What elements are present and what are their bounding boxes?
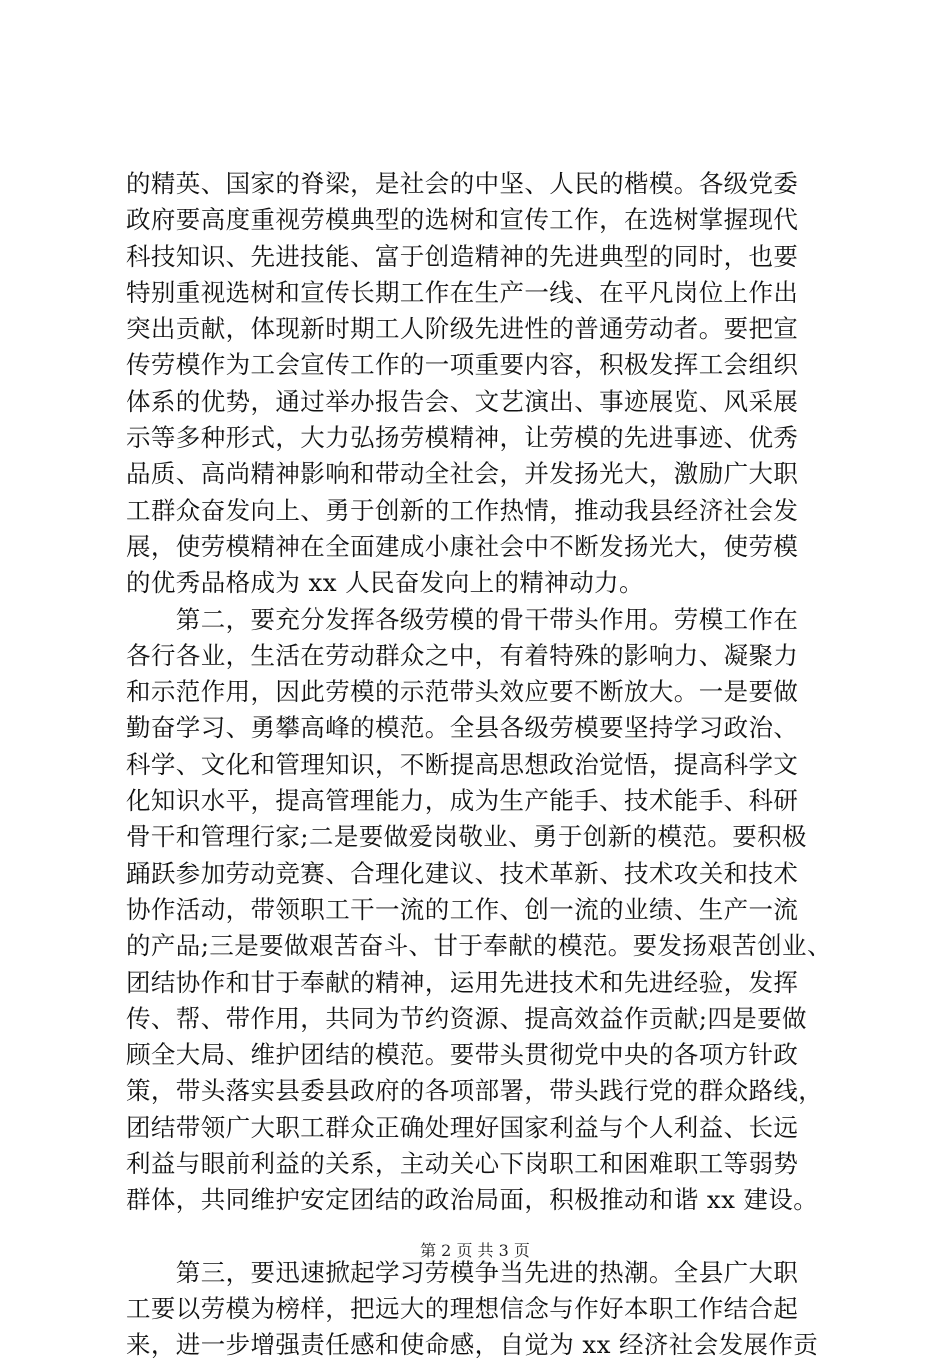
page-footer — [0, 1240, 950, 1262]
text-line: 特别重视选树和宣传长期工作在生产一线、在平凡岗位上作出 — [126, 277, 799, 307]
text-line: 各行各业，生活在劳动群众之中，有着特殊的影响力、凝聚力 — [126, 640, 799, 670]
text-line: 第三，要迅速掀起学习劳模争当先进的热潮。全县广大职 — [126, 1257, 799, 1287]
text-line: 体系的优势，通过举办报告会、文艺演出、事迹展览、风采展 — [126, 386, 799, 416]
text-line: 传劳模作为工会宣传工作的一项重要内容，积极发挥工会组织 — [126, 350, 799, 380]
text-line: 勤奋学习、勇攀高峰的模范。全县各级劳模要坚持学习政治、 — [126, 713, 799, 743]
text-line: 示等多种形式，大力弘扬劳模精神，让劳模的先进事迹、优秀 — [126, 423, 799, 453]
text-line: 策，带头落实县委县政府的各项部署，带头践行党的群众路线， — [126, 1076, 824, 1106]
paragraph-2 — [126, 602, 834, 1219]
text-line: 团结带领广大职工群众正确处理好国家利益与个人利益、长远 — [126, 1112, 799, 1142]
text-line: 科学、文化和管理知识，不断提高思想政治觉悟，提高科学文 — [126, 749, 799, 779]
text-line: 骨干和管理行家;二是要做爱岗敬业、勇于创新的模范。要积极 — [126, 822, 807, 852]
text-line: 工要以劳模为榜样，把远大的理想信念与作好本职工作结合起 — [126, 1293, 799, 1323]
text-line: 突出贡献，体现新时期工人阶级先进性的普通劳动者。要把宣 — [126, 314, 799, 344]
text-line: 展，使劳模精神在全面建成小康社会中不断发扬光大，使劳模 — [126, 531, 799, 561]
text-line: 第二，要充分发挥各级劳模的骨干带头作用。劳模工作在 — [126, 604, 799, 634]
text-line: 团结协作和甘于奉献的精神，运用先进技术和先进经验，发挥 — [126, 967, 799, 997]
text-line: 的精英、国家的脊梁，是社会的中坚、人民的楷模。各级党委 — [126, 169, 799, 198]
paragraph-3 — [126, 1255, 834, 1364]
document-body — [126, 166, 834, 1364]
text-line: 和示范作用，因此劳模的示范带头效应要不断放大。一是要做 — [126, 677, 799, 707]
text-line: 化知识水平，提高管理能力，成为生产能手、技术能手、科研 — [126, 786, 799, 816]
paragraph-1 — [126, 166, 834, 602]
text-line: 踊跃参加劳动竞赛、合理化建议、技术革新、技术攻关和技术 — [126, 858, 799, 888]
text-line: 的产品;三是要做艰苦奋斗、甘于奉献的模范。要发扬艰苦创业、 — [126, 931, 832, 961]
text-line: 利益与眼前利益的关系，主动关心下岗职工和困难职工等弱势 — [126, 1149, 799, 1179]
text-line: 群体，共同维护安定团结的政治局面，积极推动和谐 xx 建设。 — [126, 1185, 819, 1215]
text-line: 协作活动，带领职工干一流的工作、创一流的业绩、生产一流 — [126, 894, 799, 924]
text-line: 来，进一步增强责任感和使命感，自觉为 xx 经济社会发展作贡 — [126, 1330, 819, 1360]
text-line: 政府要高度重视劳模典型的选树和宣传工作，在选树掌握现代 — [126, 205, 799, 235]
text-line: 传、帮、带作用，共同为节约资源、提高效益作贡献;四是要做 — [126, 1003, 807, 1033]
text-line: 的优秀品格成为 xx 人民奋发向上的精神动力。 — [126, 568, 644, 598]
text-line: 顾全大局、维护团结的模范。要带头贯彻党中央的各项方针政 — [126, 1040, 799, 1070]
page-number-label: 第 2 页 共 3 页 — [420, 1241, 530, 1260]
text-line: 品质、高尚精神影响和带动全社会，并发扬光大，激励广大职 — [126, 459, 799, 489]
text-line: 工群众奋发向上、勇于创新的工作热情，推动我县经济社会发 — [126, 495, 799, 525]
text-line: 科技知识、先进技能、富于创造精神的先进典型的同时，也要 — [126, 241, 799, 271]
